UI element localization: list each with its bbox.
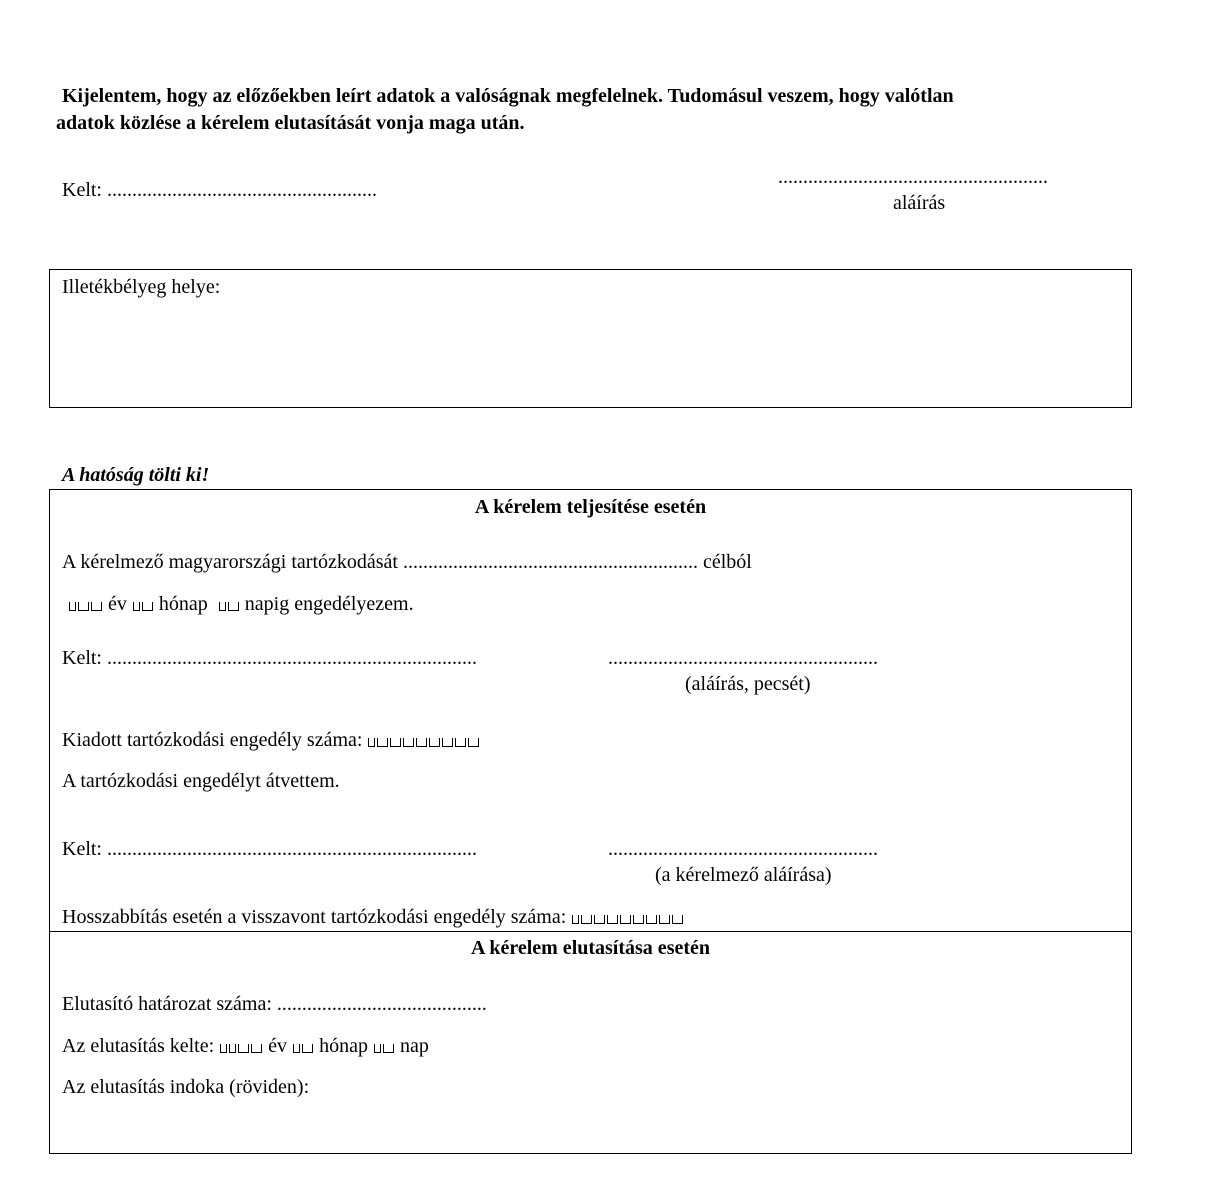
extension-line [62, 906, 684, 929]
rejection-decision-number[interactable]: Elutasító határozat száma: .......................................... [62, 993, 487, 1015]
approval-purpose-line[interactable]: A kérelmező magyarországi tartózkodását ........................................................... célból [62, 551, 752, 573]
approval-signature-line-1[interactable]: ...................................................... [608, 647, 878, 669]
year-label: év [108, 593, 127, 615]
extension-number-boxes[interactable] [571, 906, 684, 929]
approval-date-2[interactable]: Kelt: .......................................................................... [62, 838, 477, 860]
approval-date-1[interactable]: Kelt: .......................................................................... [62, 647, 477, 669]
declaration-line-1: Kijelentem, hogy az előzőekben leírt adatok a valóságnak megfelelnek. Tudomásul veszem, hogy valótlan [62, 85, 954, 107]
approval-duration-line [68, 593, 414, 616]
rejection-year-boxes[interactable] [219, 1035, 263, 1058]
received-statement: A tartózkodási engedélyt átvettem. [62, 770, 340, 792]
rejection-heading: A kérelem elutasítása esetén [470, 937, 711, 959]
section-divider [49, 931, 1132, 932]
year-boxes[interactable] [68, 593, 103, 616]
applicant-signature-line[interactable]: ...................................................... [778, 166, 1048, 188]
permit-number-label: Kiadott tartózkodási engedély száma: [62, 729, 363, 751]
applicant-date-field[interactable]: Kelt: ...................................................... [62, 179, 377, 201]
approval-signature-line-2[interactable]: ...................................................... [608, 838, 878, 860]
approval-heading: A kérelem teljesítése esetén [474, 496, 707, 518]
rejection-month-boxes[interactable] [292, 1035, 314, 1058]
approval-signature-label-1: (aláírás, pecsét) [685, 673, 811, 695]
stamp-box [49, 269, 1132, 408]
stamp-box-label: Illetékbélyeg helye: [62, 276, 221, 298]
rejection-reason-label: Az elutasítás indoka (röviden): [62, 1076, 310, 1098]
month-boxes[interactable] [132, 593, 154, 616]
extension-label: Hosszabbítás esetén a visszavont tartózkodási engedély száma: [62, 906, 567, 928]
day-boxes[interactable] [218, 593, 240, 616]
permit-number-line [62, 729, 480, 752]
permit-number-boxes[interactable] [367, 729, 480, 752]
day-label: napig engedélyezem. [244, 593, 414, 615]
approval-signature-label-2: (a kérelmező aláírása) [655, 864, 832, 886]
rejection-date-line [62, 1035, 429, 1058]
rejection-day-label: nap [399, 1035, 429, 1057]
declaration-line-2: adatok közlése a kérelem elutasítását vonja maga után. [56, 112, 525, 134]
applicant-signature-label: aláírás [893, 192, 946, 214]
authority-title: A hatóság tölti ki! [62, 464, 210, 486]
rejection-day-boxes[interactable] [373, 1035, 395, 1058]
rejection-year-label: év [268, 1035, 288, 1057]
rejection-month-label: hónap [319, 1035, 368, 1057]
month-label: hónap [158, 593, 208, 615]
rejection-date-label: Az elutasítás kelte: [62, 1035, 215, 1057]
